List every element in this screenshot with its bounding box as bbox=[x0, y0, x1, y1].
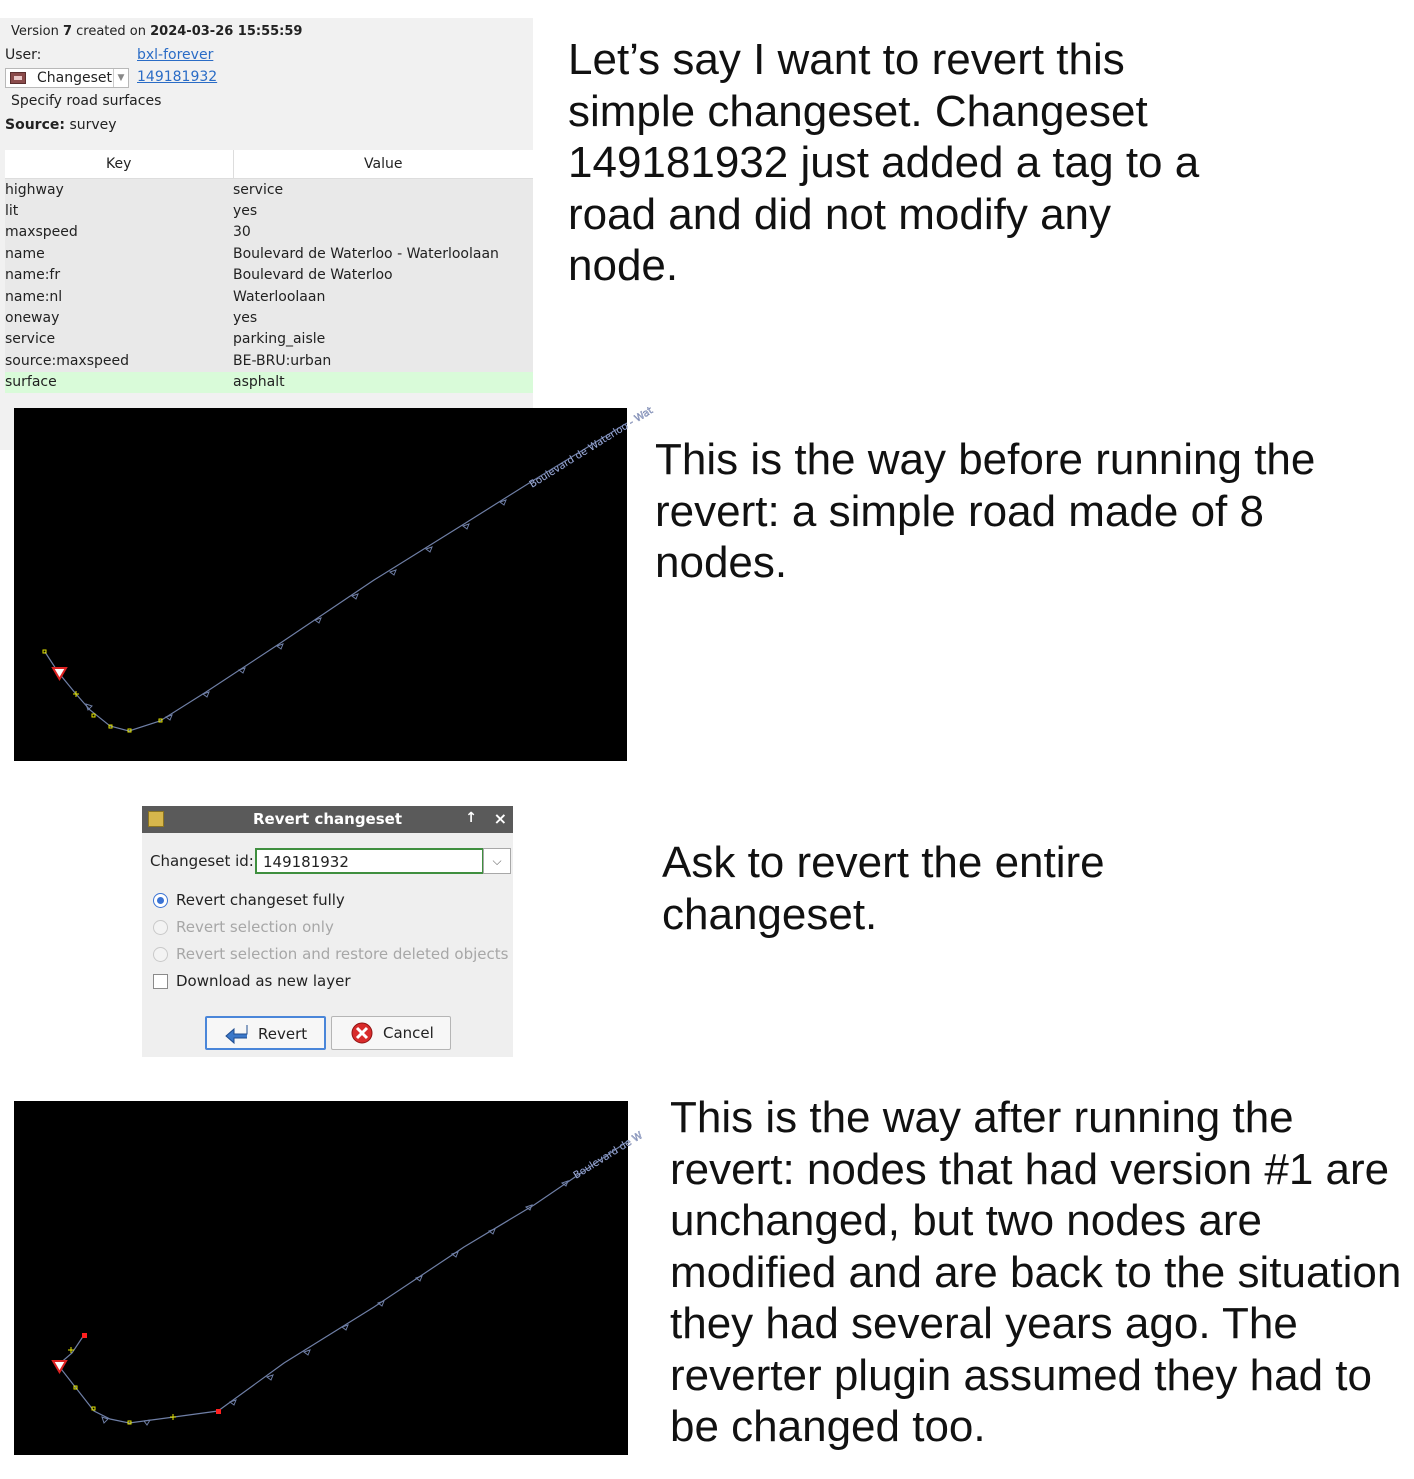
give-way-sign-icon[interactable] bbox=[53, 668, 66, 679]
chevron-down-icon[interactable]: ⌵ bbox=[483, 848, 511, 874]
changeset-icon bbox=[10, 72, 26, 84]
user-link[interactable]: bxl-forever bbox=[137, 47, 214, 63]
direction-arrows bbox=[86, 500, 506, 720]
version-prefix: Version bbox=[11, 24, 59, 39]
tag-value: Boulevard de Waterloo - Waterloolaan bbox=[233, 243, 533, 264]
tag-value: yes bbox=[233, 200, 533, 221]
give-way-sign-icon[interactable] bbox=[53, 1361, 66, 1372]
version-number: 7 bbox=[62, 24, 72, 39]
cancel-x-icon bbox=[350, 1022, 374, 1044]
changeset-selector[interactable] bbox=[5, 68, 129, 88]
changeset-comment: Specify road surfaces bbox=[11, 93, 162, 109]
modified-node[interactable] bbox=[216, 1409, 221, 1414]
note-after-revert: This is the way after running the revert: nodes that had version #1 are unchanged, but two nodes are modified and are back to the situation they had several years ago. The reverter plugin assumed they had to be changed too. bbox=[670, 1093, 1402, 1451]
table-row[interactable] bbox=[5, 329, 533, 350]
radio-revert-fully[interactable] bbox=[153, 893, 168, 908]
checkbox-download-new-layer[interactable] bbox=[153, 974, 168, 989]
option-revert-selection-restore bbox=[153, 944, 511, 966]
table-row[interactable] bbox=[5, 200, 533, 221]
version-panel bbox=[0, 18, 533, 450]
created-timestamp: 2024-03-26 15:55:59 bbox=[150, 24, 303, 39]
source-label: Source bbox=[5, 117, 60, 133]
node[interactable] bbox=[43, 650, 46, 653]
dialog-title: Revert changeset bbox=[252, 810, 403, 828]
option-label: Revert selection and restore deleted objects bbox=[176, 945, 509, 963]
tag-value: Boulevard de Waterloo bbox=[233, 265, 533, 286]
tag-value: asphalt bbox=[233, 372, 533, 393]
note-intro: Let’s say I want to revert this simple changeset. Changeset 149181932 just added a tag to a road and did not modify any node. bbox=[568, 35, 1200, 290]
modified-nodes bbox=[82, 1333, 221, 1414]
dialog-title-bar[interactable] bbox=[142, 806, 513, 833]
node[interactable] bbox=[92, 1407, 95, 1410]
tag-key: service bbox=[5, 329, 233, 350]
radio-revert-selection-restore bbox=[153, 947, 168, 962]
option-download-new-layer[interactable] bbox=[153, 971, 453, 993]
tag-key: name bbox=[5, 243, 233, 264]
source-line: Source: survey bbox=[5, 117, 117, 133]
tag-value: Waterloolaan bbox=[233, 286, 533, 307]
revert-arrow-icon bbox=[225, 1023, 249, 1045]
changeset-selector-label: Changeset bbox=[37, 70, 112, 86]
junction-nodes bbox=[68, 1347, 176, 1420]
table-row[interactable] bbox=[5, 350, 533, 371]
revert-button-label: Revert bbox=[258, 1025, 308, 1043]
user-label: User: bbox=[5, 47, 42, 63]
direction-arrows bbox=[102, 1181, 568, 1425]
option-revert-selection bbox=[153, 917, 453, 939]
tag-key: name:nl bbox=[5, 286, 233, 307]
tag-key: surface bbox=[5, 372, 233, 393]
tag-key: source:maxspeed bbox=[5, 350, 233, 371]
note-revert-dialog: Ask to revert the entire changeset. bbox=[662, 838, 1105, 939]
table-row[interactable] bbox=[5, 265, 533, 286]
tag-key: highway bbox=[5, 179, 233, 201]
changeset-id-label: Changeset id: bbox=[150, 852, 254, 870]
road-name-label: Boulevard de Waterloo - Wat bbox=[527, 405, 656, 491]
value-column-header[interactable]: Value bbox=[233, 150, 533, 179]
tag-value: service bbox=[233, 179, 533, 201]
table-row[interactable] bbox=[5, 307, 533, 328]
tag-value: 30 bbox=[233, 222, 533, 243]
tag-value: parking_aisle bbox=[233, 329, 533, 350]
road-name-label: Boulevard de W bbox=[571, 1130, 645, 1182]
changeset-link[interactable]: 149181932 bbox=[137, 69, 218, 85]
created-on-label: created on bbox=[76, 24, 146, 39]
option-revert-fully[interactable] bbox=[153, 890, 453, 912]
table-row[interactable] bbox=[5, 243, 533, 264]
key-column-header[interactable]: Key bbox=[5, 150, 233, 179]
revert-changeset-dialog bbox=[142, 806, 513, 1057]
modified-node[interactable] bbox=[82, 1333, 87, 1338]
tag-value: yes bbox=[233, 307, 533, 328]
close-icon[interactable]: × bbox=[493, 809, 507, 828]
tag-table bbox=[5, 150, 533, 393]
way-after-canvas bbox=[14, 1101, 645, 1455]
changeset-id-input[interactable] bbox=[255, 848, 484, 874]
table-row[interactable] bbox=[5, 179, 533, 201]
tag-key: oneway bbox=[5, 307, 233, 328]
table-row[interactable] bbox=[5, 286, 533, 307]
radio-revert-selection bbox=[153, 920, 168, 935]
version-line bbox=[11, 24, 302, 39]
way-line[interactable] bbox=[45, 423, 627, 731]
option-label: Revert selection only bbox=[176, 918, 334, 936]
way-before-canvas bbox=[14, 405, 656, 761]
table-row[interactable] bbox=[5, 222, 533, 243]
way-line[interactable] bbox=[58, 1141, 628, 1423]
tag-key: maxspeed bbox=[5, 222, 233, 243]
option-label: Revert changeset fully bbox=[176, 891, 345, 909]
source-value: survey bbox=[69, 117, 117, 133]
tag-key: name:fr bbox=[5, 265, 233, 286]
tag-value: BE-BRU:urban bbox=[233, 350, 533, 371]
chevron-down-icon[interactable]: ▼ bbox=[113, 69, 128, 87]
maximize-icon[interactable]: ↑ bbox=[465, 810, 477, 826]
map-view-before[interactable] bbox=[14, 405, 656, 761]
option-label: Download as new layer bbox=[176, 972, 351, 990]
cancel-button[interactable] bbox=[331, 1016, 451, 1050]
map-view-after[interactable] bbox=[14, 1101, 645, 1455]
revert-button[interactable] bbox=[205, 1016, 326, 1050]
note-before-revert: This is the way before running the revert: a simple road made of 8 nodes. bbox=[655, 435, 1316, 587]
table-row-added-tag[interactable] bbox=[5, 372, 533, 393]
cancel-button-label: Cancel bbox=[383, 1024, 434, 1042]
node[interactable] bbox=[92, 714, 95, 717]
tag-key: lit bbox=[5, 200, 233, 221]
